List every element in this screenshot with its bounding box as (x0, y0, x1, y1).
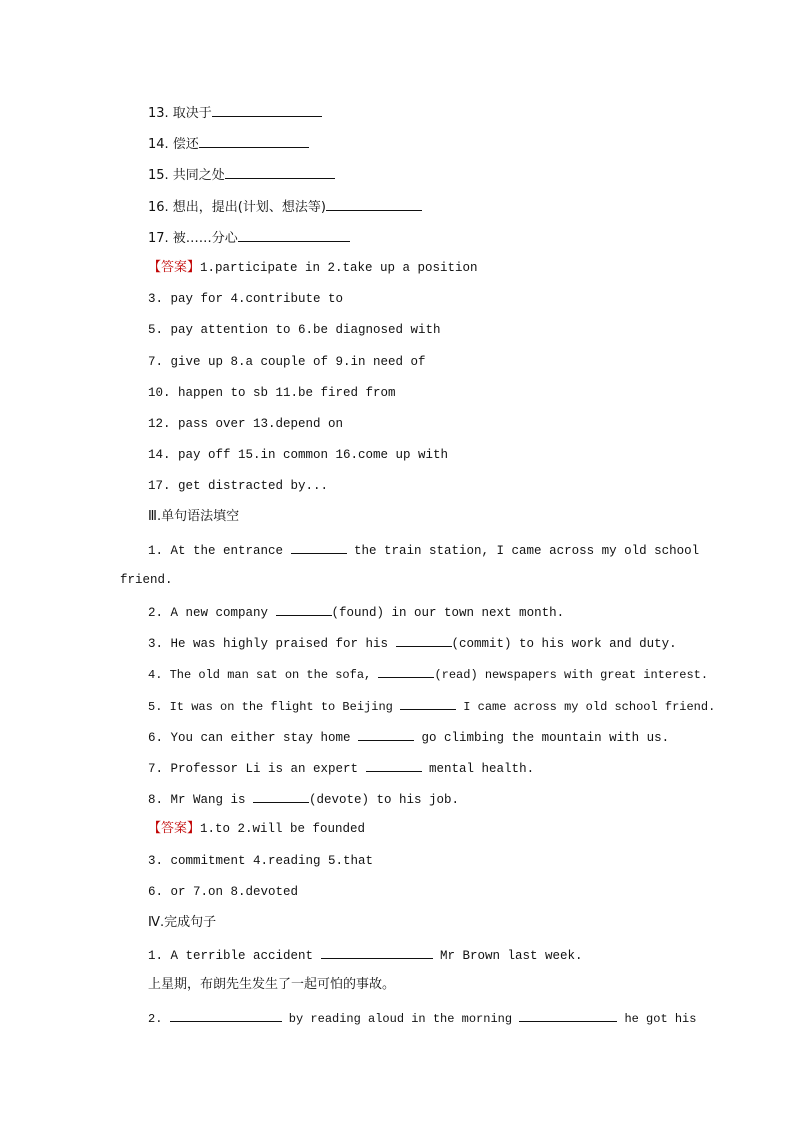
vocab-item-15 (148, 166, 335, 184)
item-text: (found) in our town next month. (331, 606, 565, 620)
section-4-title: Ⅳ.完成句子 (148, 915, 217, 930)
vocab-answer-line: 3. pay for 4.contribute to (148, 292, 344, 306)
answer-tag: 【答案】 (148, 260, 201, 275)
answer-blank[interactable] (238, 229, 350, 242)
answer-blank[interactable] (358, 728, 414, 741)
answer-tag: 【答案】 (148, 821, 201, 836)
vocab-label: 16. 想出，提出(计划、想法等) (148, 200, 326, 215)
item-text: the train station, I came across my old school (346, 544, 700, 558)
vocab-answer-line: 10. happen to sb 11.be fired from (148, 386, 396, 400)
answer-blank[interactable] (225, 166, 335, 179)
item-text: 3. He was highly praised for his (148, 637, 396, 651)
answer-blank[interactable] (253, 790, 309, 803)
vocab-item-14 (148, 135, 309, 153)
item-text: 4. The old man sat on the sofa, (148, 668, 379, 682)
grammar-item-5 (148, 697, 715, 715)
vocab-answer-line: 5. pay attention to 6.be diagnosed with (148, 323, 441, 337)
grammar-item-6 (148, 728, 669, 746)
item-text: 7. Professor Li is an expert (148, 762, 366, 776)
vocab-label: 14. 偿还 (148, 137, 199, 152)
section-3-title: Ⅲ.单句语法填空 (148, 509, 240, 524)
grammar-item-8 (148, 790, 459, 808)
answer-blank[interactable] (199, 135, 309, 148)
grammar-item-1 (148, 541, 699, 559)
item-text: (devote) to his job. (309, 793, 460, 807)
item-text: he got his (617, 1012, 697, 1026)
item-text: (commit) to his work and duty. (451, 637, 677, 651)
answer-text: 1.to 2.will be founded (200, 822, 366, 836)
answer-blank[interactable] (400, 697, 456, 710)
answer-blank[interactable] (291, 541, 347, 554)
item-text: by reading aloud in the morning (281, 1012, 520, 1026)
vocab-answer-line: 14. pay off 15.in common 16.come up with (148, 448, 449, 462)
sentence-item-2 (148, 1009, 696, 1027)
answer-text: 1.participate in 2.take up a position (200, 261, 478, 275)
item-text: (read) newspapers with great interest. (434, 668, 709, 682)
item-text: Mr Brown last week. (432, 949, 583, 963)
item-text: 1. At the entrance (148, 544, 291, 558)
item-text: I came across my old school friend. (456, 700, 716, 714)
grammar-answer-line: 3. commitment 4.reading 5.that (148, 854, 374, 868)
vocab-label: 15. 共同之处 (148, 168, 225, 183)
grammar-answer-line: 6. or 7.on 8.devoted (148, 885, 299, 899)
answer-blank[interactable] (366, 759, 422, 772)
vocab-label: 17. 被……分心 (148, 231, 238, 246)
answer-blank[interactable] (276, 603, 332, 616)
vocab-label: 13. 取决于 (148, 106, 212, 121)
answer-blank[interactable] (396, 634, 452, 647)
grammar-item-7 (148, 759, 534, 777)
grammar-item-2 (148, 603, 564, 621)
answer-blank[interactable] (321, 946, 433, 959)
sentence-1-translation: 上星期，布朗先生发生了一起可怕的事故。 (148, 977, 396, 992)
item-text: 5. It was on the flight to Beijing (148, 700, 401, 714)
answer-blank[interactable] (326, 198, 422, 211)
item-text: 8. Mr Wang is (148, 793, 254, 807)
answer-blank[interactable] (170, 1009, 282, 1022)
item-text: mental health. (421, 762, 535, 776)
item-text: go climbing the mountain with us. (414, 731, 670, 745)
vocab-item-17 (148, 229, 350, 247)
vocab-answer-line: 7. give up 8.a couple of 9.in need of (148, 355, 426, 369)
vocab-answer-line: 17. get distracted by... (148, 479, 329, 493)
item-text: 2. (148, 1012, 170, 1026)
vocab-item-16 (148, 198, 422, 216)
grammar-answer-line (148, 821, 365, 837)
vocab-answer-line (148, 260, 478, 276)
item-text: 2. A new company (148, 606, 276, 620)
grammar-item-3 (148, 634, 677, 652)
grammar-item-4 (148, 665, 708, 683)
item-text: 1. A terrible accident (148, 949, 321, 963)
vocab-item-13 (148, 104, 322, 122)
sentence-item-1 (148, 946, 583, 964)
answer-blank[interactable] (519, 1009, 617, 1022)
vocab-answer-line: 12. pass over 13.depend on (148, 417, 344, 431)
answer-blank[interactable] (212, 104, 322, 117)
grammar-item-1-cont: friend. (120, 573, 173, 587)
item-text: 6. You can either stay home (148, 731, 359, 745)
answer-blank[interactable] (378, 665, 434, 678)
